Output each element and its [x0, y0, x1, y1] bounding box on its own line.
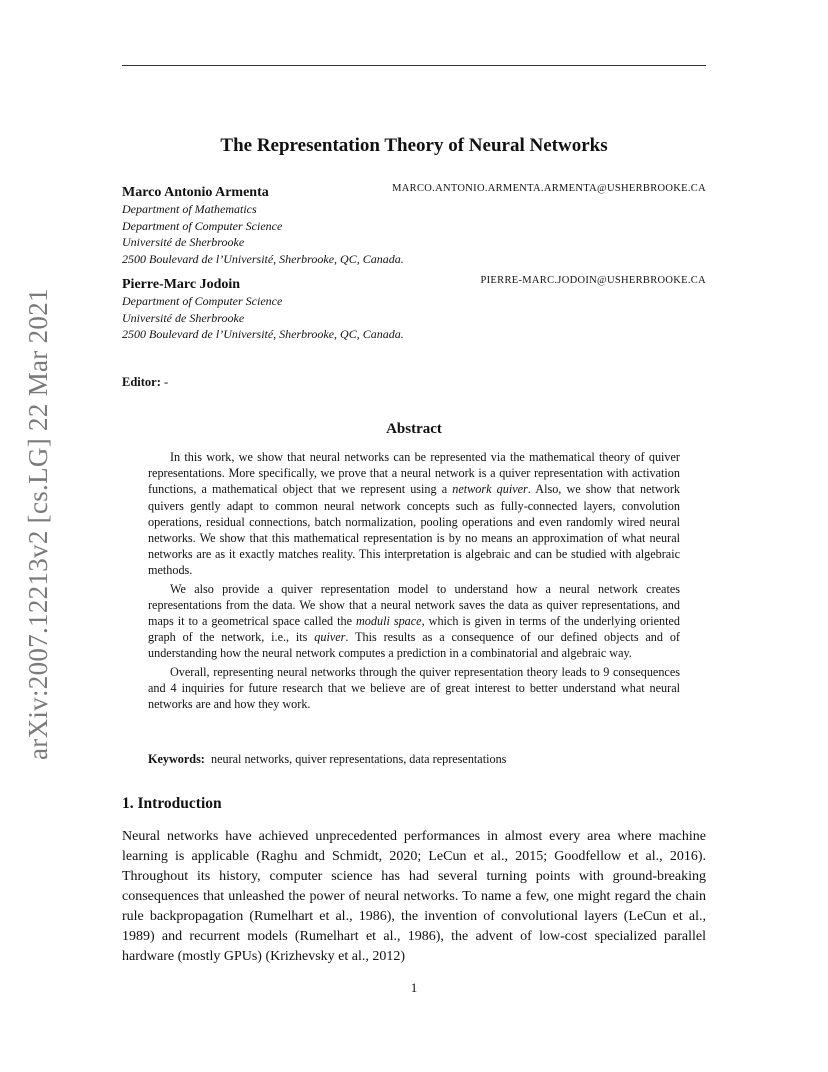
editor-value: -	[164, 375, 169, 389]
abstract-text: , which is given in terms of the underlying oriented graph of the network, i.e., its	[148, 614, 680, 645]
abstract-paragraph	[148, 664, 680, 713]
author-name: Marco Antonio Armenta	[122, 185, 269, 200]
keywords-label: Keywords:	[148, 752, 205, 766]
abstract-body	[148, 449, 680, 714]
author-block-2	[122, 273, 706, 343]
affiliation: Department of Computer Science	[122, 294, 283, 308]
abstract-emphasis: quiver	[314, 630, 346, 645]
affiliation: 2500 Boulevard de l’Université, Sherbrooke, QC, Canada.	[122, 327, 404, 341]
page-number: 1	[410, 980, 418, 995]
abstract-paragraph	[148, 581, 680, 662]
abstract-text: We also provide a quiver representation model to understand how a neural network creates representations from the data. We show that a neural network saves the data as quiver representations, and maps it to a geometrical space called the	[148, 581, 680, 629]
keywords-value: neural networks, quiver representations, data representations	[210, 752, 507, 766]
editor-line	[122, 375, 168, 390]
affiliation: Université de Sherbrooke	[122, 310, 245, 325]
author-email: MARCO.ANTONIO.ARMENTA.ARMENTA@USHERBROOKE.CA	[392, 183, 706, 194]
abstract-text: In this work, we show that neural networks can be represented via the mathematical theory of quiver representations. More specifically, we prove that a neural network is a quiver representation with activation functions, a mathematical object that we represent using a	[148, 450, 680, 497]
author-block-1	[122, 181, 706, 267]
section-heading: 1. Introduction	[122, 795, 222, 812]
affiliation: Université de Sherbrooke	[122, 235, 245, 249]
paper-title: The Representation Theory of Neural Networks	[220, 135, 608, 156]
author-email: PIERRE-MARC.JODOIN@USHERBROOKE.CA	[480, 275, 706, 286]
top-rule	[122, 65, 706, 66]
author-name: Pierre-Marc Jodoin	[122, 277, 241, 292]
affiliation: Department of Computer Science	[122, 218, 283, 233]
affiliation: 2500 Boulevard de l’Université, Sherbrooke, QC, Canada.	[122, 251, 404, 266]
editor-label: Editor:	[122, 375, 161, 389]
abstract-text: Overall, representing neural networks through the quiver representation theory leads to 9 consequences and 4 inquiries for future research that we believe are of great interest to better understand what neural networks are and how they work.	[148, 664, 680, 712]
abstract-text: . Also, we show that network quivers gently adapt to common neural network concepts such as fully-connected layers, convolution operations, residual connections, batch normalization, pooling operations and even randomly wired neural networks. We show that this mathematical representation is by no means an approximation of what neural networks are as it exactly matches reality. This interpretation is algebraic and can be studied with algebraic methods.	[148, 482, 680, 578]
abstract-text: . This results as a consequence of our defined objects and of understanding how the neural network computes a prediction in a combinatorial and algebraic way.	[148, 630, 680, 661]
arxiv-stamp: arXiv:2007.12213v2 [cs.LG] 22 Mar 2021	[23, 288, 53, 760]
keywords-line	[148, 752, 506, 767]
abstract-emphasis: moduli space	[355, 614, 422, 629]
abstract-heading: Abstract	[386, 421, 442, 437]
intro-paragraph: Neural networks have achieved unprecedented performances in almost every area where machine learning is applicable (Raghu and Schmidt, 2020; LeCun et al., 2015; Goodfellow et al., 2016). Throughout its history, computer science has had several turning points with ground-breaking consequences that unleashed the power of neural networks. To name a few, one might regard the chain rule backpropagation (Rumelhart et al., 1986), the invention of convolutional layers (LeCun et al., 1989) and recurrent models (Rumelhart et al., 1986), the advent of low-cost specialized parallel hardware (mostly GPUs) (Krizhevsky et al., 2012)	[122, 829, 706, 964]
abstract-emphasis: network quiver	[452, 482, 528, 497]
affiliation: Department of Mathematics	[122, 202, 257, 216]
abstract-paragraph	[148, 449, 680, 579]
